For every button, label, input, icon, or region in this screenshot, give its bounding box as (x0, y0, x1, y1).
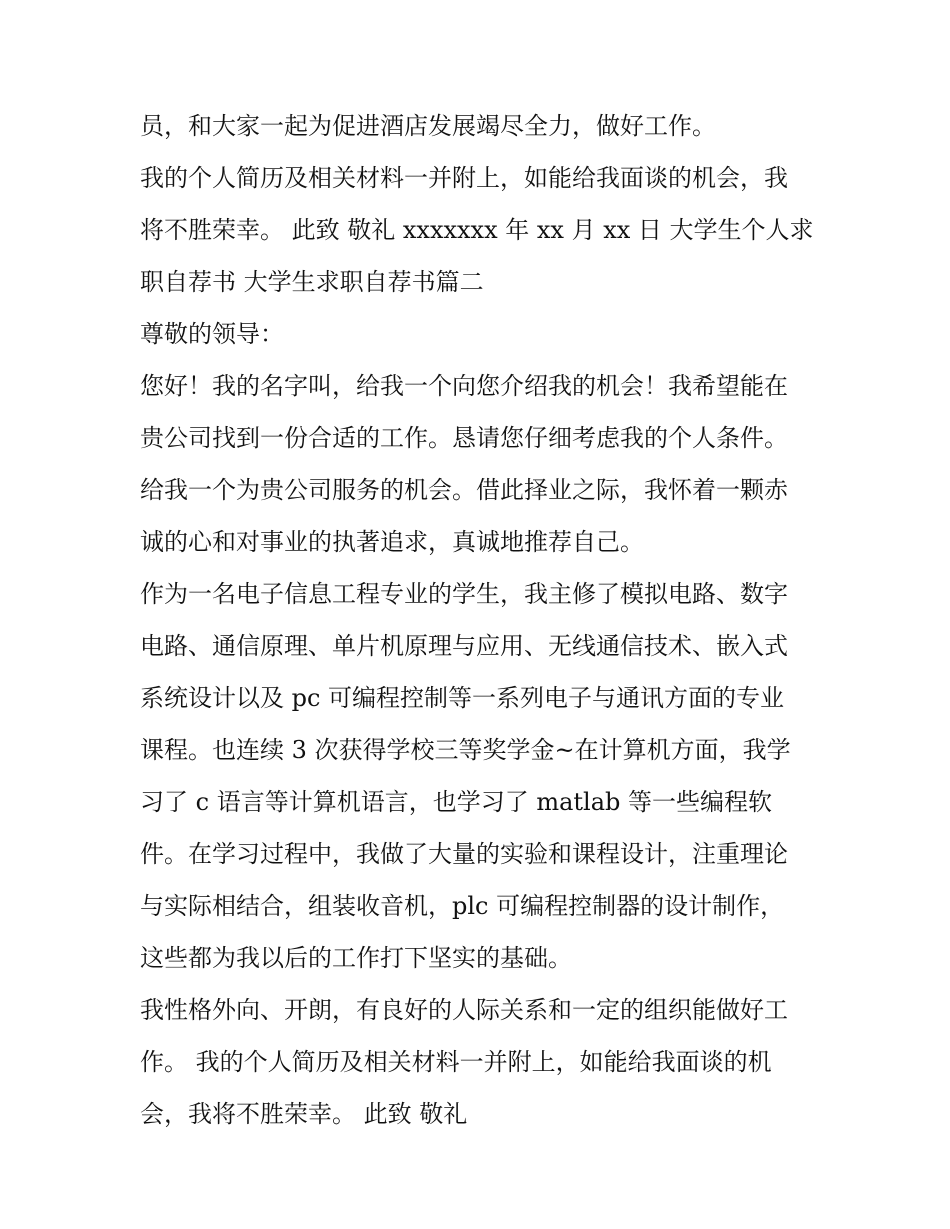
text-line: 课程。也连续 3 次获得学校三等奖学金~在计算机方面，我学 (140, 736, 791, 764)
text-line: 给我一个为贵公司服务的机会。借此择业之际，我怀着一颗赤 (140, 476, 788, 504)
text-line: 作。 我的个人简历及相关材料一并附上，如能给我面谈的机 (140, 1048, 772, 1076)
text-line: 我的个人简历及相关材料一并附上，如能给我面谈的机会，我 (140, 164, 788, 192)
text-line: 习了 c 语言等计算机语言，也学习了 matlab 等一些编程软 (140, 788, 773, 816)
salutation: 尊敬的领导： (140, 320, 284, 348)
text-line: 作为一名电子信息工程专业的学生，我主修了模拟电路、数字 (140, 580, 788, 608)
text-line: 电路、通信原理、单片机原理与应用、无线通信技术、嵌入式 (140, 632, 788, 660)
text-line: 件。在学习过程中，我做了大量的实验和课程设计，注重理论 (140, 840, 788, 868)
text-line: 与实际相结合，组装收音机，plc 可编程控制器的设计制作， (140, 892, 785, 920)
text-line: 将不胜荣幸。 此致 敬礼 xxxxxxx 年 xx 月 xx 日 大学生个人求 (140, 216, 814, 244)
text-line: 诚的心和对事业的执著追求，真诚地推荐自己。 (140, 528, 644, 556)
text-line: 系统设计以及 pc 可编程控制等一系列电子与通讯方面的专业 (140, 684, 785, 712)
text-line: 这些都为我以后的工作打下坚实的基础。 (140, 944, 572, 972)
text-line: 员，和大家一起为促进酒店发展竭尽全力，做好工作。 (140, 112, 716, 140)
text-line: 贵公司找到一份合适的工作。恳请您仔细考虑我的个人条件。 (140, 424, 788, 452)
body-text (140, 100, 820, 1140)
text-line: 职自荐书 大学生求职自荐书篇二 (140, 268, 484, 296)
text-line: 您好！我的名字叫，给我一个向您介绍我的机会！我希望能在 (140, 372, 788, 400)
closing-line: 会，我将不胜荣幸。 此致 敬礼 (140, 1100, 468, 1128)
text-line: 我性格外向、开朗，有良好的人际关系和一定的组织能做好工 (140, 996, 788, 1024)
